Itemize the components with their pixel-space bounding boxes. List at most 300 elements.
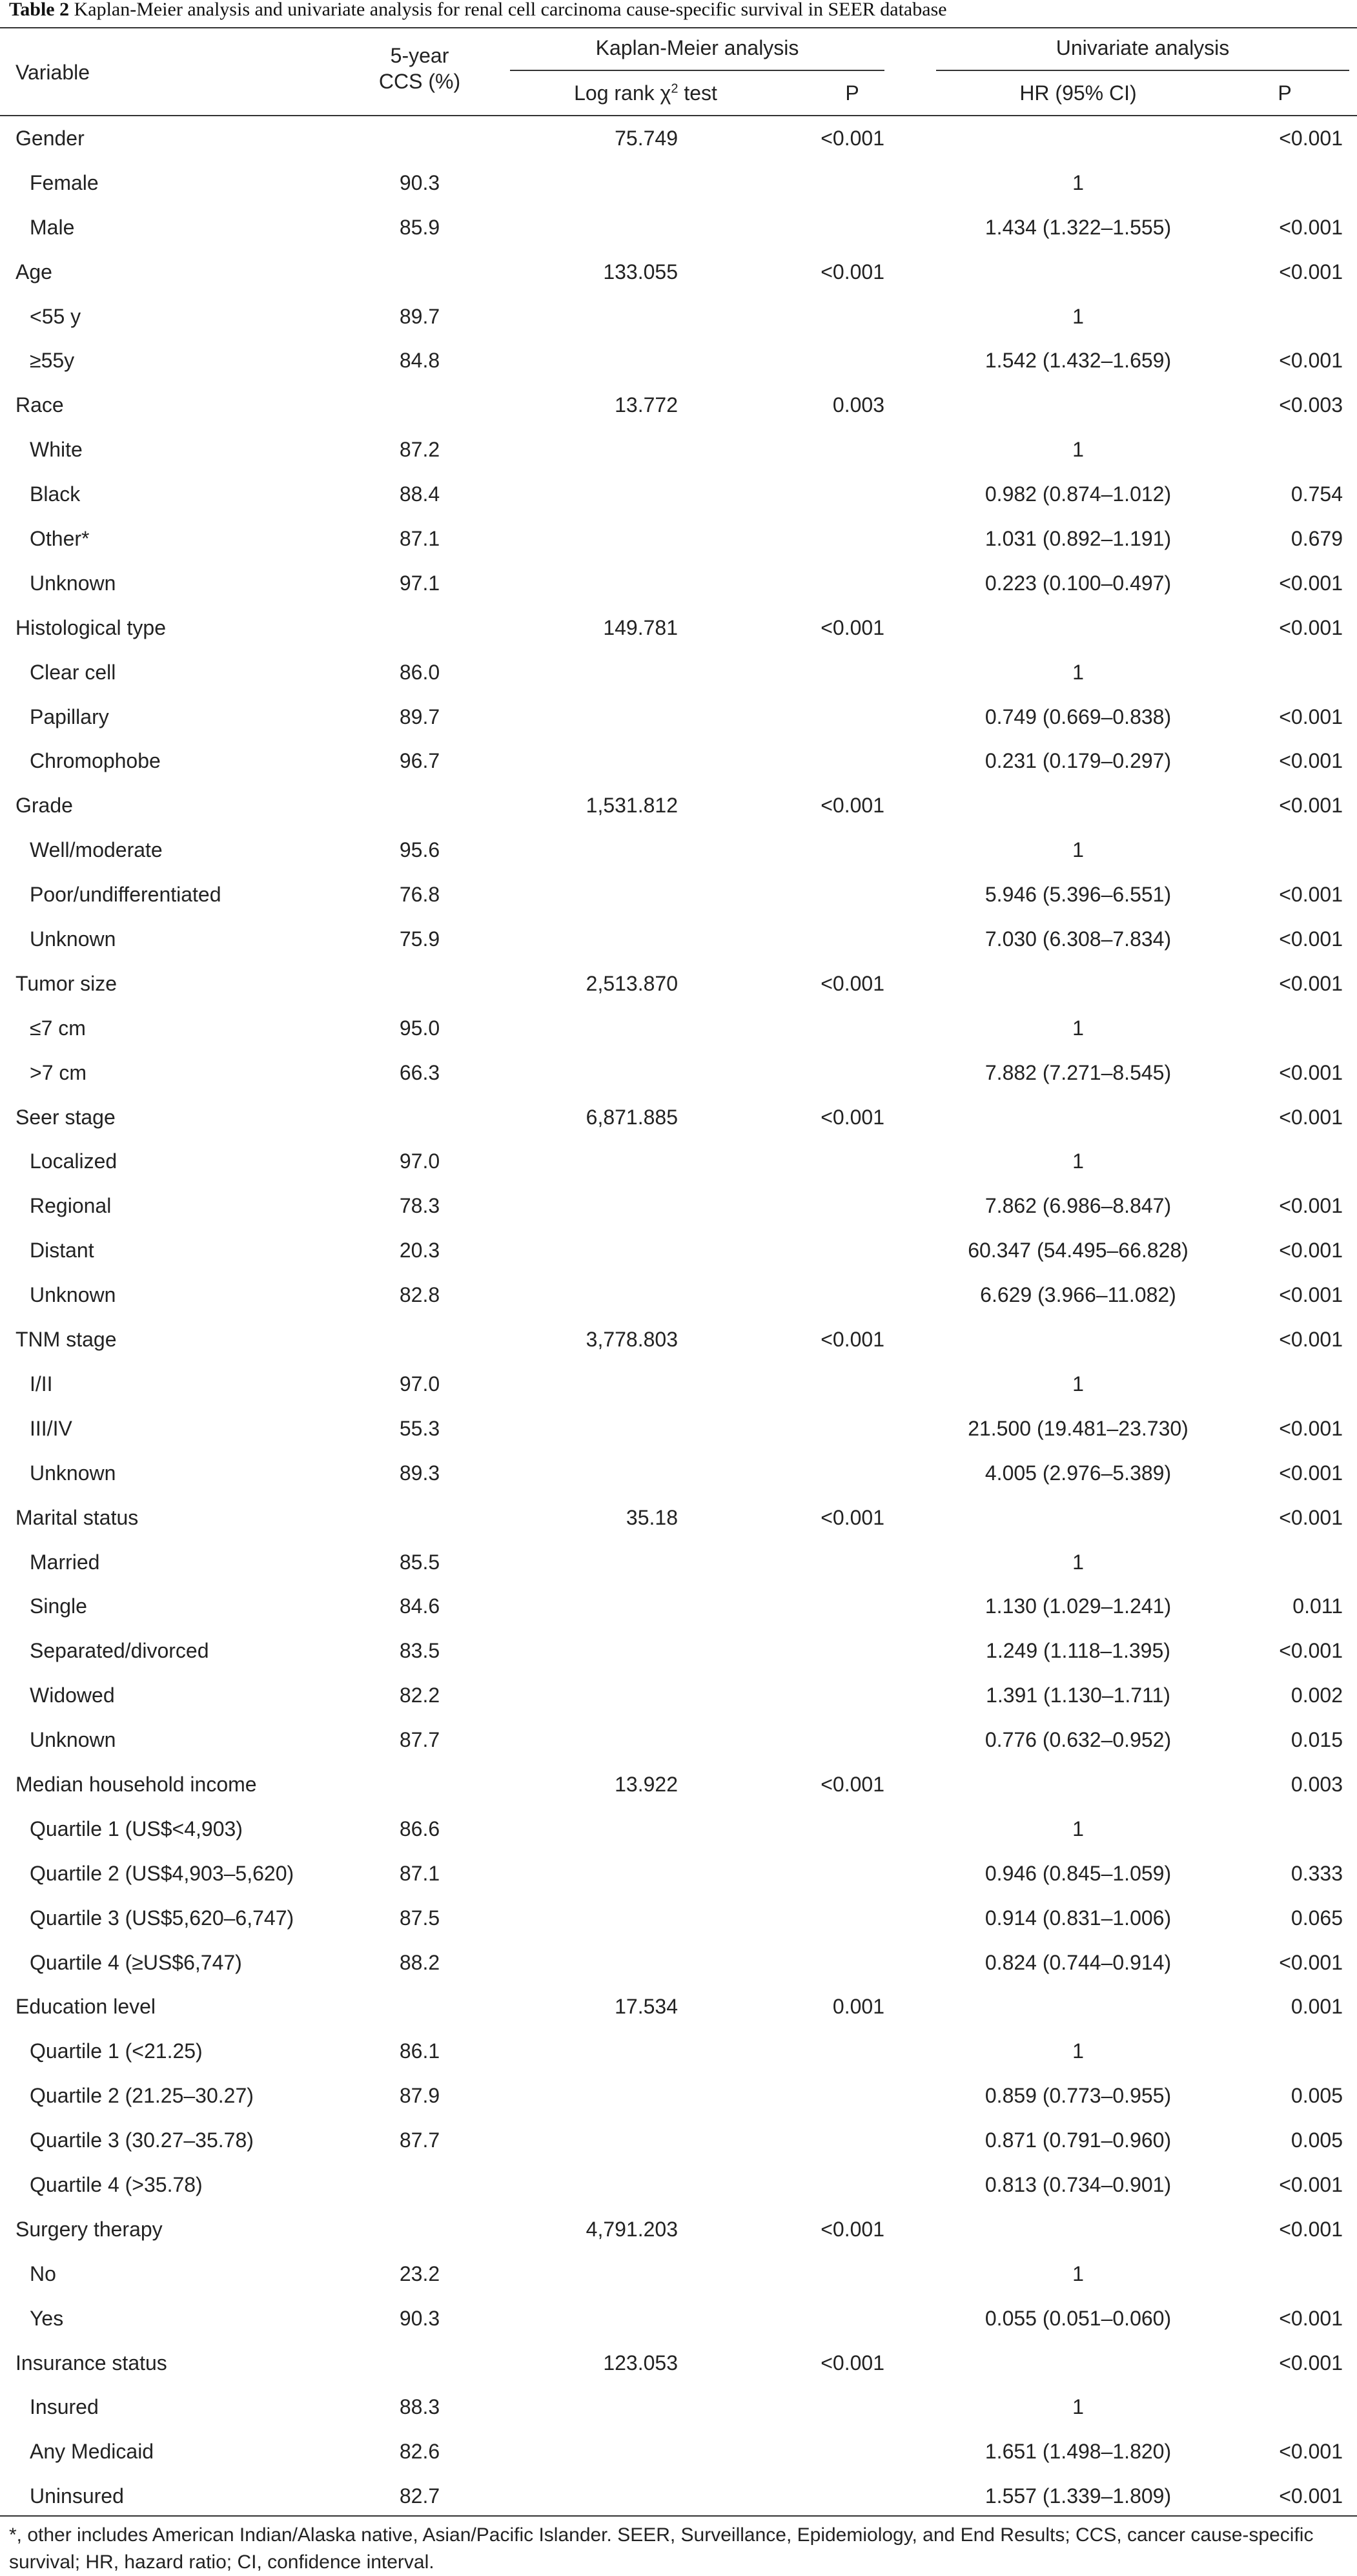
cell-p-univariate	[1227, 161, 1343, 205]
table-group-row	[0, 1762, 1357, 1807]
cell-p-univariate: <0.001	[1279, 2351, 1343, 2375]
cell-ccs: 82.8	[399, 1283, 440, 1307]
cell-p-km	[762, 1228, 884, 1273]
cell-logrank	[504, 428, 678, 472]
cell-p-univariate: <0.001	[1279, 1461, 1343, 1485]
cell-hr	[943, 962, 1214, 1006]
table-row	[0, 472, 1357, 517]
cell-p-univariate	[1227, 2029, 1343, 2074]
cell-logrank	[504, 1629, 678, 1673]
cell-hr: 21.500 (19.481–23.730)	[968, 1416, 1189, 1440]
cell-p-univariate	[1227, 428, 1343, 472]
cell-hr: 1	[1072, 1149, 1084, 1173]
table-row	[0, 561, 1357, 606]
cell-variable: Quartile 4 (≥US$6,747)	[30, 1950, 242, 1974]
cell-ccs: 97.0	[399, 1149, 440, 1173]
cell-p-km: <0.001	[821, 615, 884, 639]
cell-ccs: 87.5	[399, 1906, 440, 1930]
cell-logrank	[504, 1540, 678, 1585]
cell-hr	[943, 383, 1214, 428]
table-group-row	[0, 783, 1357, 828]
cell-p-km	[762, 872, 884, 917]
cell-p-km	[762, 1896, 884, 1941]
table-group-row	[0, 2341, 1357, 2385]
cell-p-univariate: 0.015	[1291, 1728, 1343, 1752]
cell-p-km: <0.001	[821, 260, 884, 283]
cell-ccs: 85.5	[399, 1550, 440, 1574]
cell-p-univariate: <0.001	[1279, 1239, 1343, 1262]
table-row	[0, 1273, 1357, 1317]
cell-variable: Clear cell	[30, 660, 116, 684]
cell-hr	[943, 2207, 1214, 2252]
cell-p-km	[762, 1051, 884, 1095]
cell-p-km	[762, 472, 884, 517]
cell-logrank: 17.534	[615, 1995, 678, 2019]
cell-hr: 6.629 (3.966–11.082)	[980, 1283, 1176, 1307]
cell-logrank	[504, 2474, 678, 2519]
cell-variable: Distant	[30, 1239, 94, 1262]
cell-logrank	[504, 1051, 678, 1095]
cell-ccs: 23.2	[399, 2262, 440, 2285]
cell-hr: 1	[1072, 2395, 1084, 2419]
cell-ccs: 82.6	[399, 2440, 440, 2464]
cell-ccs: 95.0	[399, 1016, 440, 1040]
table-row	[0, 517, 1357, 561]
cell-logrank	[504, 1851, 678, 1896]
table-caption	[9, 0, 947, 28]
table-row	[0, 2163, 1357, 2207]
cell-logrank	[504, 650, 678, 695]
table-row	[0, 2074, 1357, 2118]
table-row	[0, 1139, 1357, 1184]
cell-hr: 0.982 (0.874–1.012)	[985, 482, 1172, 506]
cell-variable: Quartile 2 (US$4,903–5,620)	[30, 1861, 294, 1885]
cell-logrank	[504, 338, 678, 383]
cell-p-km: <0.001	[821, 794, 884, 818]
cell-hr: 0.946 (0.845–1.059)	[985, 1861, 1172, 1885]
cell-ccs: 87.1	[399, 1861, 440, 1885]
header-variable: Variable	[15, 61, 90, 84]
cell-hr	[943, 1095, 1214, 1140]
cell-p-km	[762, 294, 884, 339]
cell-variable: Quartile 4 (>35.78)	[30, 2172, 203, 2196]
table-row	[0, 1540, 1357, 1585]
cell-logrank	[504, 739, 678, 783]
cell-logrank	[504, 1273, 678, 1317]
table-row	[0, 1406, 1357, 1451]
table-body	[0, 116, 1357, 2519]
table-row	[0, 294, 1357, 339]
cell-hr	[943, 1496, 1214, 1540]
cell-logrank: 1,531.812	[586, 794, 678, 818]
cell-p-km	[762, 695, 884, 739]
table-row	[0, 1362, 1357, 1406]
table-row	[0, 1584, 1357, 1629]
cell-logrank: 13.772	[615, 393, 678, 417]
cell-p-km	[762, 1406, 884, 1451]
cell-p-km	[762, 2163, 884, 2207]
cell-variable: Quartile 1 (<21.25)	[30, 2039, 203, 2063]
cell-logrank	[504, 517, 678, 561]
cell-hr: 1	[1072, 838, 1084, 862]
cell-hr: 0.776 (0.632–0.952)	[985, 1728, 1172, 1752]
cell-logrank	[504, 2029, 678, 2074]
cell-variable: Widowed	[30, 1684, 115, 1707]
cell-p-univariate: <0.001	[1279, 1639, 1343, 1663]
cell-ccs: 83.5	[399, 1639, 440, 1663]
cell-hr: 1.557 (1.339–1.809)	[985, 2484, 1172, 2508]
cell-hr: 0.231 (0.179–0.297)	[985, 749, 1172, 773]
table-row	[0, 2252, 1357, 2296]
cell-p-univariate: <0.001	[1279, 1105, 1343, 1129]
cell-p-km	[762, 2474, 884, 2519]
cell-p-univariate: <0.001	[1279, 1950, 1343, 1974]
cell-p-km: <0.001	[821, 1105, 884, 1129]
table-row	[0, 1851, 1357, 1896]
cell-p-univariate: <0.001	[1279, 349, 1343, 373]
table-group-row	[0, 962, 1357, 1006]
table-group-row	[0, 606, 1357, 650]
cell-ccs: 86.0	[399, 660, 440, 684]
cell-logrank: 6,871.885	[586, 1105, 678, 1129]
cell-variable: Female	[30, 170, 99, 194]
cell-ccs: 84.6	[399, 1594, 440, 1618]
cell-p-km	[762, 2029, 884, 2074]
cell-ccs: 87.1	[399, 527, 440, 551]
cell-logrank	[504, 205, 678, 250]
cell-variable: <55 y	[30, 304, 81, 328]
cell-p-km: <0.001	[821, 127, 884, 150]
header-p-km: P	[845, 81, 859, 105]
cell-p-univariate	[1227, 1139, 1343, 1184]
cell-variable: Yes	[30, 2306, 64, 2330]
cell-p-km	[762, 2296, 884, 2341]
cell-p-univariate	[1227, 828, 1343, 872]
cell-p-km	[762, 917, 884, 962]
cell-ccs: 87.9	[399, 2084, 440, 2108]
cell-p-univariate: <0.001	[1279, 794, 1343, 818]
cell-variable: Surgery therapy	[15, 2217, 163, 2241]
cell-logrank	[504, 1941, 678, 1985]
cell-ccs: 88.3	[399, 2395, 440, 2419]
cell-ccs: 89.7	[399, 304, 440, 328]
cell-hr: 1	[1072, 1817, 1084, 1840]
table-row	[0, 1184, 1357, 1228]
cell-hr: 0.859 (0.773–0.955)	[985, 2084, 1172, 2108]
cell-hr: 1.542 (1.432–1.659)	[985, 349, 1172, 373]
cell-variable: Other*	[30, 527, 90, 551]
cell-p-km	[762, 1273, 884, 1317]
cell-variable: III/IV	[30, 1416, 72, 1440]
cell-logrank	[504, 2429, 678, 2474]
cell-p-km	[762, 1629, 884, 1673]
cell-logrank	[504, 872, 678, 917]
cell-logrank	[504, 1673, 678, 1718]
cell-p-km	[762, 1184, 884, 1228]
cell-p-univariate	[1227, 1540, 1343, 1585]
cell-ccs	[362, 783, 478, 828]
cell-p-km	[762, 205, 884, 250]
table-row	[0, 2118, 1357, 2163]
cell-p-km	[762, 650, 884, 695]
cell-variable: Quartile 1 (US$<4,903)	[30, 1817, 243, 1840]
cell-p-km	[762, 1362, 884, 1406]
cell-p-univariate: 0.333	[1291, 1861, 1343, 1885]
cell-p-univariate: 0.754	[1291, 482, 1343, 506]
cell-hr: 1	[1072, 170, 1084, 194]
cell-variable: Black	[30, 482, 81, 506]
cell-variable: Education level	[15, 1995, 156, 2019]
cell-p-univariate: <0.001	[1279, 260, 1343, 283]
cell-hr	[943, 1984, 1214, 2029]
cell-p-km	[762, 561, 884, 606]
table-group-row	[0, 2207, 1357, 2252]
cell-p-km: <0.001	[821, 971, 884, 995]
cell-hr: 1	[1072, 1016, 1084, 1040]
cell-p-km: <0.001	[821, 1328, 884, 1352]
cell-variable: Histological type	[15, 615, 166, 639]
header-logrank-text: Log rank χ	[574, 81, 671, 105]
table-row	[0, 1673, 1357, 1718]
cell-variable: Localized	[30, 1149, 117, 1173]
cell-ccs: 66.3	[399, 1060, 440, 1084]
cell-hr: 0.749 (0.669–0.838)	[985, 705, 1172, 728]
cell-ccs: 87.2	[399, 438, 440, 462]
table-row	[0, 1941, 1357, 1985]
cell-variable: Unknown	[30, 1728, 116, 1752]
cell-p-univariate: 0.005	[1291, 2084, 1343, 2108]
table-row	[0, 1228, 1357, 1273]
cell-p-univariate: 0.001	[1291, 1995, 1343, 2019]
cell-logrank	[504, 2118, 678, 2163]
cell-p-km	[762, 1941, 884, 1985]
table-row	[0, 1451, 1357, 1496]
cell-variable: Unknown	[30, 571, 116, 595]
cell-logrank	[504, 1451, 678, 1496]
table-footnote: *, other includes American Indian/Alaska native, Asian/Pacific Islander. SEER, Surveillance, Epidemiology, and End Results; CCS, cancer cause-specific survival; HR, hazard ratio; CI, confidence interval.	[9, 2524, 1314, 2573]
cell-logrank	[504, 695, 678, 739]
header-km-group: Kaplan-Meier analysis	[595, 36, 799, 59]
cell-logrank: 13.922	[615, 1772, 678, 1796]
cell-variable: TNM stage	[15, 1328, 117, 1352]
cell-logrank	[504, 2074, 678, 2118]
cell-ccs	[362, 1984, 478, 2029]
table-group-row	[0, 383, 1357, 428]
cell-logrank	[504, 828, 678, 872]
cell-ccs: 97.0	[399, 1372, 440, 1396]
cell-ccs: 97.1	[399, 571, 440, 595]
cell-logrank: 133.055	[603, 260, 678, 283]
cell-logrank	[504, 1718, 678, 1762]
cell-p-km: 0.003	[832, 393, 884, 417]
cell-logrank	[504, 1584, 678, 1629]
cell-p-univariate: <0.001	[1279, 615, 1343, 639]
table-row	[0, 338, 1357, 383]
cell-ccs	[362, 2207, 478, 2252]
cell-variable: Grade	[15, 794, 73, 818]
cell-variable: Seer stage	[15, 1105, 116, 1129]
cell-ccs	[362, 1762, 478, 1807]
cell-hr: 1	[1072, 1372, 1084, 1396]
table-row	[0, 828, 1357, 872]
cell-ccs	[362, 250, 478, 294]
cell-ccs: 75.9	[399, 927, 440, 951]
cell-variable: White	[30, 438, 83, 462]
cell-p-km: <0.001	[821, 1772, 884, 1796]
cell-hr: 1.651 (1.498–1.820)	[985, 2440, 1172, 2464]
cell-ccs: 55.3	[399, 1416, 440, 1440]
cell-ccs	[362, 1496, 478, 1540]
table-row	[0, 2296, 1357, 2341]
table-row	[0, 2474, 1357, 2519]
table-group-row	[0, 116, 1357, 161]
cell-logrank	[504, 161, 678, 205]
cell-logrank	[504, 1406, 678, 1451]
cell-p-univariate: <0.001	[1279, 2172, 1343, 2196]
cell-variable: Race	[15, 393, 64, 417]
header-logrank-suffix: test	[678, 81, 717, 105]
cell-p-univariate: 0.003	[1291, 1772, 1343, 1796]
cell-logrank: 149.781	[603, 615, 678, 639]
cell-hr: 0.871 (0.791–0.960)	[985, 2128, 1172, 2152]
cell-p-km	[762, 1139, 884, 1184]
cell-p-km	[762, 1006, 884, 1051]
cell-ccs	[362, 606, 478, 650]
cell-variable: Marital status	[15, 1505, 139, 1529]
cell-variable: Poor/undifferentiated	[30, 883, 221, 907]
cell-logrank: 3,778.803	[586, 1328, 678, 1352]
cell-variable: Uninsured	[30, 2484, 124, 2508]
cell-p-univariate: <0.003	[1279, 393, 1343, 417]
cell-p-km	[762, 2118, 884, 2163]
cell-hr	[943, 1317, 1214, 1362]
header-logrank-sup: 2	[671, 81, 678, 96]
header-p-univariate: P	[1278, 81, 1292, 105]
cell-p-univariate: 0.065	[1291, 1906, 1343, 1930]
table-row	[0, 2385, 1357, 2429]
table-group-row	[0, 1984, 1357, 2029]
cell-p-km	[762, 1718, 884, 1762]
cell-ccs: 90.3	[399, 170, 440, 194]
cell-hr: 7.862 (6.986–8.847)	[985, 1194, 1172, 1218]
cell-ccs	[362, 116, 478, 161]
cell-logrank	[504, 917, 678, 962]
cell-ccs	[362, 1095, 478, 1140]
cell-ccs: 78.3	[399, 1194, 440, 1218]
table-row	[0, 428, 1357, 472]
cell-ccs: 89.3	[399, 1461, 440, 1485]
header-ccs-line1: 5-year	[390, 44, 449, 67]
cell-p-univariate: <0.001	[1279, 215, 1343, 239]
cell-p-univariate: <0.001	[1279, 2306, 1343, 2330]
top-rule	[0, 27, 1357, 28]
cell-ccs: 85.9	[399, 215, 440, 239]
km-group-rule	[510, 70, 884, 71]
cell-logrank	[504, 1807, 678, 1851]
cell-variable: Regional	[30, 1194, 112, 1218]
cell-logrank: 4,791.203	[586, 2217, 678, 2241]
table-row	[0, 2429, 1357, 2474]
table-row	[0, 1896, 1357, 1941]
table-row	[0, 1807, 1357, 1851]
cell-ccs	[362, 383, 478, 428]
table-row	[0, 1051, 1357, 1095]
cell-variable: Gender	[15, 127, 85, 150]
cell-ccs: 84.8	[399, 349, 440, 373]
cell-hr: 0.055 (0.051–0.060)	[985, 2306, 1172, 2330]
table-row	[0, 1629, 1357, 1673]
cell-ccs	[362, 2341, 478, 2385]
cell-hr: 4.005 (2.976–5.389)	[985, 1461, 1172, 1485]
cell-p-km	[762, 338, 884, 383]
cell-p-univariate	[1227, 294, 1343, 339]
header-univariate-group: Univariate analysis	[1056, 36, 1230, 59]
cell-hr	[943, 2341, 1214, 2385]
cell-p-km	[762, 1451, 884, 1496]
cell-p-univariate: <0.001	[1279, 127, 1343, 150]
cell-variable: Tumor size	[15, 971, 117, 995]
cell-p-km	[762, 1540, 884, 1585]
cell-logrank	[504, 1184, 678, 1228]
table-row	[0, 872, 1357, 917]
cell-hr: 1	[1072, 438, 1084, 462]
cell-variable: >7 cm	[30, 1060, 87, 1084]
cell-variable: Quartile 2 (21.25–30.27)	[30, 2084, 254, 2108]
cell-p-univariate: <0.001	[1279, 749, 1343, 773]
cell-variable: Insurance status	[15, 2351, 167, 2375]
cell-logrank	[504, 561, 678, 606]
cell-hr: 0.223 (0.100–0.497)	[985, 571, 1172, 595]
table-row	[0, 650, 1357, 695]
cell-variable: Male	[30, 215, 75, 239]
cell-p-km	[762, 1584, 884, 1629]
table-group-row	[0, 1496, 1357, 1540]
cell-variable: Unknown	[30, 927, 116, 951]
cell-variable: Any Medicaid	[30, 2440, 154, 2464]
cell-p-km	[762, 161, 884, 205]
cell-variable: Separated/divorced	[30, 1639, 209, 1663]
cell-hr: 0.824 (0.744–0.914)	[985, 1950, 1172, 1974]
cell-p-univariate	[1227, 1362, 1343, 1406]
cell-variable: Median household income	[15, 1772, 257, 1796]
table-row	[0, 161, 1357, 205]
cell-p-km	[762, 2385, 884, 2429]
header-ccs-line2: CCS (%)	[378, 70, 461, 93]
cell-logrank: 35.18	[626, 1505, 678, 1529]
cell-logrank	[504, 1139, 678, 1184]
cell-ccs: 82.2	[399, 1684, 440, 1707]
cell-variable: No	[30, 2262, 56, 2285]
cell-logrank: 2,513.870	[586, 971, 678, 995]
cell-hr: 1.249 (1.118–1.395)	[986, 1639, 1170, 1663]
cell-p-km: <0.001	[821, 2351, 884, 2375]
cell-ccs: 87.7	[399, 1728, 440, 1752]
cell-hr: 60.347 (54.495–66.828)	[968, 1239, 1189, 1262]
cell-p-km: <0.001	[821, 2217, 884, 2241]
cell-ccs: 82.7	[399, 2484, 440, 2508]
cell-p-univariate: <0.001	[1279, 1194, 1343, 1218]
cell-ccs	[362, 2163, 478, 2207]
cell-hr	[943, 783, 1214, 828]
header-hr: HR (95% CI)	[1019, 81, 1137, 105]
cell-ccs: 89.7	[399, 705, 440, 728]
table-row	[0, 1006, 1357, 1051]
cell-p-univariate	[1227, 1006, 1343, 1051]
cell-p-univariate: <0.001	[1279, 1328, 1343, 1352]
table-group-row	[0, 1317, 1357, 1362]
cell-p-km	[762, 1673, 884, 1718]
cell-hr: 7.882 (7.271–8.545)	[985, 1060, 1172, 1084]
